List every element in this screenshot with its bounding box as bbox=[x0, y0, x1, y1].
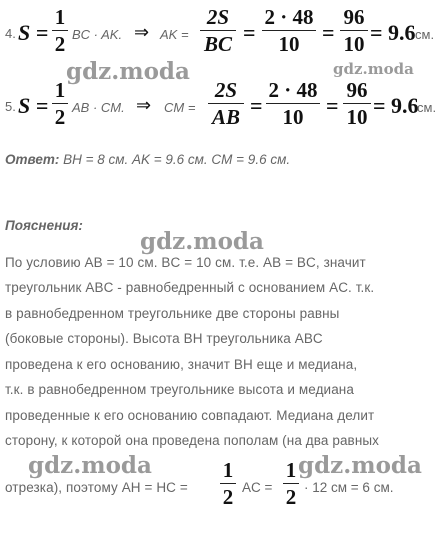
implies-arrow: ⇒ bbox=[134, 22, 150, 42]
fraction-2s-bc: 2S BC bbox=[200, 5, 236, 56]
explanation-heading: Пояснения: bbox=[5, 218, 83, 233]
fraction-half: 1 2 bbox=[52, 5, 68, 56]
fraction-2s-ab: 2S AB bbox=[208, 78, 244, 129]
watermark: gdz.moda bbox=[140, 228, 264, 255]
watermark: gdz.moda bbox=[66, 58, 190, 85]
explanation-line: проведенные к его основанию совпадают. Медиана делит bbox=[5, 408, 375, 423]
item-number: 4. bbox=[5, 26, 16, 41]
fraction-half: 1 2 bbox=[220, 458, 236, 509]
answer-text: BH = 8 см. AK = 9.6 см. CM = 9.6 см. bbox=[63, 152, 291, 167]
fraction-product: 2 · 48 10 bbox=[266, 78, 320, 129]
equals-sign: = bbox=[243, 20, 256, 45]
unit: см. bbox=[415, 27, 435, 42]
fraction-product: 2 · 48 10 bbox=[262, 5, 316, 56]
explanation-line: сторону, к которой она проведена пополам (на два равных bbox=[5, 433, 380, 448]
fraction-96: 96 10 bbox=[343, 78, 371, 129]
equation-lhs: S = bbox=[18, 20, 49, 45]
watermark: gdz.moda bbox=[298, 452, 422, 479]
fraction-half-2: 1 2 bbox=[283, 458, 299, 509]
explanation-line: (боковые стороны). Высота BH треугольника ABC bbox=[5, 331, 323, 346]
equation-lhs-2: AK = bbox=[160, 27, 189, 42]
equals-sign: = bbox=[250, 93, 263, 118]
answer-line bbox=[5, 152, 290, 167]
answer-label: Ответ: bbox=[5, 152, 60, 167]
last-line-mid: AC = bbox=[242, 480, 273, 495]
result-value: = 9.6 bbox=[370, 20, 416, 45]
equation-expression: BC · AK. bbox=[72, 27, 123, 42]
result-value: = 9.6 bbox=[373, 93, 419, 118]
equals-sign: = bbox=[322, 20, 335, 45]
explanation-line: в равнобедренном треугольнике две стороны равны bbox=[5, 306, 340, 321]
fraction-96: 96 10 bbox=[340, 5, 368, 56]
equation-lhs: S = bbox=[18, 93, 49, 118]
equation-lhs-2: CM = bbox=[164, 100, 196, 115]
watermark: gdz.moda bbox=[28, 452, 152, 479]
explanation-line: треугольник ABC - равнобедренный с основанием AC. т.к. bbox=[5, 280, 375, 295]
last-line-suffix: · 12 см = 6 см. bbox=[304, 480, 394, 495]
equation-expression: AB · CM. bbox=[72, 100, 125, 115]
fraction-half: 1 2 bbox=[52, 78, 68, 129]
implies-arrow: ⇒ bbox=[136, 95, 152, 115]
equals-sign: = bbox=[326, 93, 339, 118]
explanation-line: проведена к его основанию, значит BH еще и медиана, bbox=[5, 357, 358, 372]
explanation-line: т.к. в равнобедренном треугольнике высота и медиана bbox=[5, 382, 354, 397]
watermark: gdz.moda bbox=[333, 60, 414, 78]
item-number: 5. bbox=[5, 99, 16, 114]
unit: см. bbox=[417, 100, 437, 115]
explanation-line: По условию AB = 10 см. BC = 10 см. т.е. AB = BC, значит bbox=[5, 255, 366, 270]
last-line-prefix: отрезка), поэтому AH = HC = bbox=[5, 480, 188, 495]
